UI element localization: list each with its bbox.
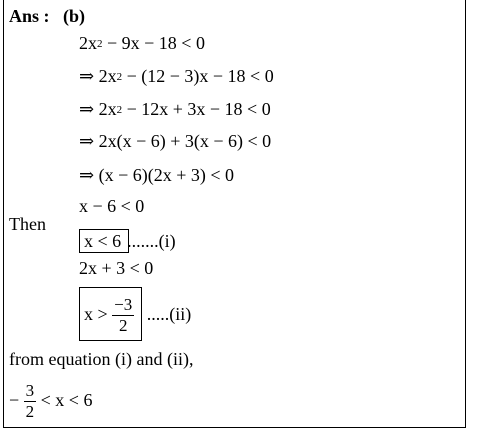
answer-header	[9, 6, 85, 26]
answer-option: (b)	[63, 6, 86, 26]
step-8: 2x + 3 < 0	[79, 258, 154, 278]
then-label: Then	[9, 214, 46, 234]
step-7	[84, 231, 176, 251]
conclusion-intro: from equation (i) and (ii),	[9, 349, 194, 369]
final-inequality: − $\frac{3}{2}$ < x < 6	[9, 381, 93, 422]
fraction-minus-three-halves: $\frac{-3}{2}$	[114, 295, 133, 336]
boxed-inequality-1: x < 6	[84, 231, 122, 251]
answer-label: Ans :	[9, 6, 50, 26]
step-5: ⇒ (x − 6)(2x + 3) < 0	[79, 165, 235, 185]
step-3: ⇒ $2x^2 - 12x + 3x - 18 < 0$	[79, 99, 271, 119]
equation-tag-i: .......(i)	[127, 231, 176, 251]
fraction-three-halves: $\frac{3}{2}$	[25, 381, 35, 422]
step-2: ⇒ $2x^2 - (12 - 3)x - 18 < 0$	[79, 66, 274, 86]
step-9: x > $\frac{-3}{2}$ .....(ii)	[84, 295, 192, 336]
step-6: x − 6 < 0	[79, 196, 145, 216]
step-4: ⇒ 2x(x − 6) + 3(x − 6) < 0	[79, 131, 272, 151]
equation-tag-ii: .....(ii)	[146, 304, 192, 324]
step-1: $2x^2 - 9x - 18 < 0$	[79, 33, 205, 53]
